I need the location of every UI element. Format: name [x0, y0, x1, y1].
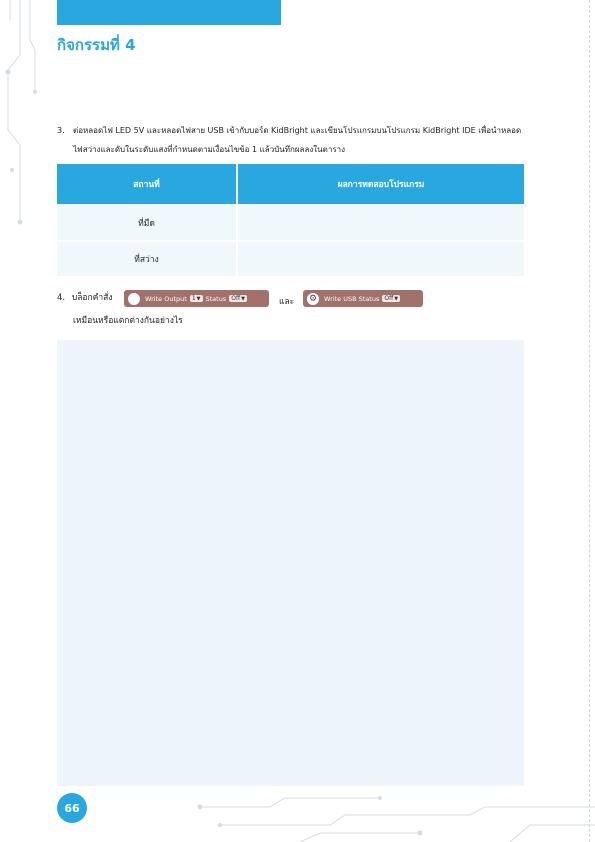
write-usb-status-block [303, 290, 423, 307]
status-field: Off▼ [231, 295, 245, 302]
result-cell[interactable] [237, 241, 524, 276]
page-number: 66 [57, 793, 87, 823]
location-cell: ที่สว่าง [57, 241, 237, 276]
circuit-decoration-left [0, 0, 40, 240]
result-cell[interactable] [237, 205, 524, 241]
column-header-location: สถานที่ [57, 164, 237, 205]
answer-box[interactable] [57, 340, 524, 786]
page-title: กิจกรรมที่ 4 [57, 36, 136, 54]
write-output-block [124, 290, 269, 307]
header-bar [57, 0, 281, 25]
location-cell: ที่มืด [57, 205, 237, 241]
status-field: Off▼ [384, 295, 399, 302]
column-header-result: ผลการทดสอบโปรแกรม [237, 164, 524, 205]
question-number: 4. [57, 293, 66, 303]
question-number: 3. [57, 126, 65, 135]
circuit-decoration-bottom [180, 795, 595, 842]
table-row [57, 205, 524, 241]
question-lead: บล็อกคำสั่ง [71, 293, 113, 303]
white-circle-icon [128, 293, 140, 305]
question-text: ต่อหลอดไฟ LED 5V และหลอดไฟสาย USB เข้ากับบอร์ด KidBright และเขียนโปรแกรมบนโปรแกรม KidBright IDE เพื่อนำหลอดไฟสว่างและดับในระดับแสงที่กำหนดตามเงื่อนไขข้อ 1 แล้วบันทึกผลลงในตาราง [73, 126, 522, 154]
block-label: Write USB Status [324, 294, 380, 303]
dotted-border-right [587, 0, 590, 842]
gear-icon: ⚙ [308, 293, 318, 304]
pin-field: 1▼ [191, 295, 201, 302]
block-status-label: Status [205, 294, 227, 303]
question-4 [57, 290, 112, 304]
connector-word: และ [279, 297, 295, 307]
table-row [57, 241, 524, 276]
question-3 [57, 121, 525, 159]
table-header-row [57, 164, 524, 205]
results-table [57, 164, 524, 276]
block-label: Write Output [145, 294, 187, 303]
question-4-text: เหมือนหรือแตกต่างกันอย่างไร [73, 316, 183, 326]
